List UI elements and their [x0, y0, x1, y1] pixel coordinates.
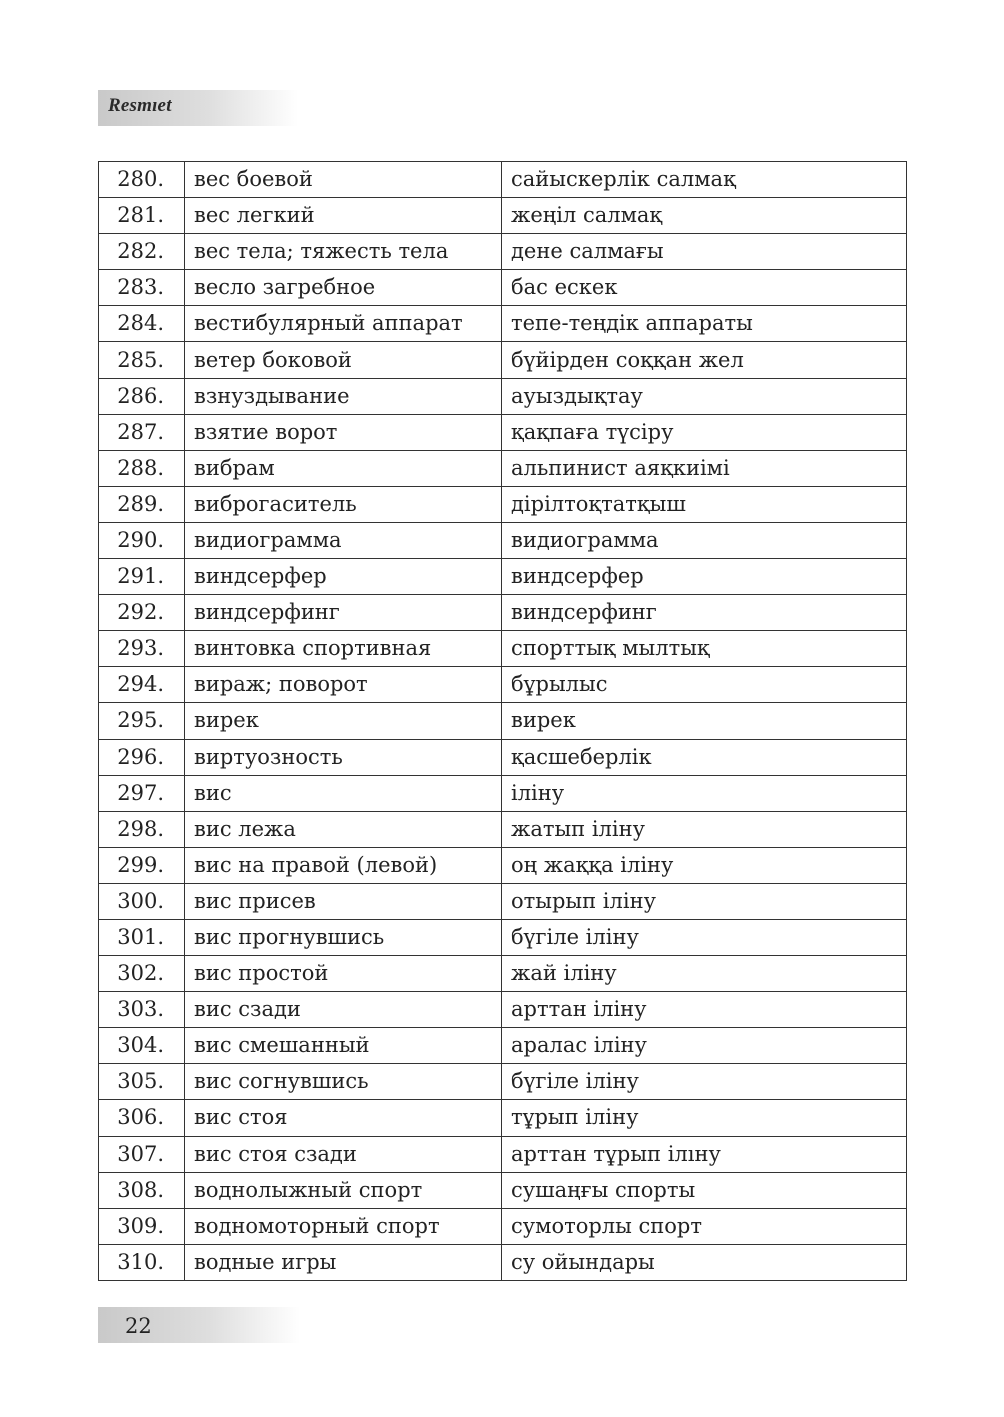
russian-term: вес тела; тяжесть тела — [185, 234, 502, 270]
russian-term: вираж; поворот — [185, 667, 502, 703]
table-row — [99, 919, 907, 955]
kazakh-term: видиограмма — [502, 522, 907, 558]
russian-term: видиограмма — [185, 522, 502, 558]
kazakh-term: жатып іліну — [502, 811, 907, 847]
table-row — [99, 1064, 907, 1100]
kazakh-term: оң жаққа іліну — [502, 847, 907, 883]
russian-term: вис простой — [185, 956, 502, 992]
entry-number: 288. — [99, 450, 185, 486]
kazakh-term: дірілтоқтатқыш — [502, 486, 907, 522]
table-row — [99, 306, 907, 342]
russian-term: вес боевой — [185, 162, 502, 198]
running-header — [98, 90, 298, 126]
russian-term: водные игры — [185, 1244, 502, 1280]
entry-number: 310. — [99, 1244, 185, 1280]
table-row — [99, 956, 907, 992]
entry-number: 284. — [99, 306, 185, 342]
entry-number: 295. — [99, 703, 185, 739]
table-row — [99, 883, 907, 919]
kazakh-term: жеңіл салмақ — [502, 198, 907, 234]
russian-term: вис на правой (левой) — [185, 847, 502, 883]
entry-number: 285. — [99, 342, 185, 378]
russian-term: вис сзади — [185, 992, 502, 1028]
entry-number: 287. — [99, 414, 185, 450]
kazakh-term: вирек — [502, 703, 907, 739]
kazakh-term: аралас іліну — [502, 1028, 907, 1064]
entry-number: 299. — [99, 847, 185, 883]
table-row — [99, 342, 907, 378]
entry-number: 304. — [99, 1028, 185, 1064]
kazakh-term: тұрып іліну — [502, 1100, 907, 1136]
kazakh-term: арттан тұрып ілıну — [502, 1136, 907, 1172]
table-row — [99, 1100, 907, 1136]
kazakh-term: бүйірден соққан жел — [502, 342, 907, 378]
entry-number: 301. — [99, 919, 185, 955]
kazakh-term: сушаңғы спорты — [502, 1172, 907, 1208]
entry-number: 303. — [99, 992, 185, 1028]
russian-term: виндсерфинг — [185, 595, 502, 631]
kazakh-term: виндсерфинг — [502, 595, 907, 631]
russian-term: водномоторный спорт — [185, 1208, 502, 1244]
russian-term: вибрам — [185, 450, 502, 486]
russian-term: вес легкий — [185, 198, 502, 234]
entry-number: 306. — [99, 1100, 185, 1136]
table-row — [99, 1208, 907, 1244]
russian-term: вис — [185, 775, 502, 811]
kazakh-term: бас ескек — [502, 270, 907, 306]
table-row — [99, 739, 907, 775]
russian-term: виндсерфер — [185, 559, 502, 595]
entry-number: 298. — [99, 811, 185, 847]
table-row — [99, 1028, 907, 1064]
russian-term: винтовка спортивная — [185, 631, 502, 667]
russian-term: вис прогнувшись — [185, 919, 502, 955]
kazakh-term: сумоторлы спорт — [502, 1208, 907, 1244]
entry-number: 281. — [99, 198, 185, 234]
table-row — [99, 270, 907, 306]
entry-number: 292. — [99, 595, 185, 631]
table-row — [99, 667, 907, 703]
table-row — [99, 198, 907, 234]
russian-term: вис стоя сзади — [185, 1136, 502, 1172]
russian-term: виртуозность — [185, 739, 502, 775]
table-row — [99, 522, 907, 558]
table-row — [99, 992, 907, 1028]
table-row — [99, 486, 907, 522]
entry-number: 300. — [99, 883, 185, 919]
entry-number: 289. — [99, 486, 185, 522]
kazakh-term: спорттық мылтық — [502, 631, 907, 667]
russian-term: вис присев — [185, 883, 502, 919]
entry-number: 290. — [99, 522, 185, 558]
kazakh-term: қақпаға түсіру — [502, 414, 907, 450]
entry-number: 282. — [99, 234, 185, 270]
entry-number: 286. — [99, 378, 185, 414]
entry-number: 302. — [99, 956, 185, 992]
kazakh-term: дене салмағы — [502, 234, 907, 270]
entry-number: 280. — [99, 162, 185, 198]
entry-number: 307. — [99, 1136, 185, 1172]
table-row — [99, 378, 907, 414]
russian-term: вис лежа — [185, 811, 502, 847]
entry-number: 291. — [99, 559, 185, 595]
table-row — [99, 811, 907, 847]
russian-term: виброгаситель — [185, 486, 502, 522]
russian-term: вис смешанный — [185, 1028, 502, 1064]
kazakh-term: тепе-теңдік аппараты — [502, 306, 907, 342]
page-footer — [98, 1307, 300, 1343]
table-row — [99, 414, 907, 450]
entry-number: 294. — [99, 667, 185, 703]
entry-number: 308. — [99, 1172, 185, 1208]
kazakh-term: бүгіле іліну — [502, 919, 907, 955]
entry-number: 309. — [99, 1208, 185, 1244]
table-row — [99, 450, 907, 486]
kazakh-term: ауыздықтау — [502, 378, 907, 414]
russian-term: ветер боковой — [185, 342, 502, 378]
russian-term: вирек — [185, 703, 502, 739]
header-title: Resmıet — [108, 95, 172, 116]
russian-term: вестибулярный аппарат — [185, 306, 502, 342]
entry-number: 293. — [99, 631, 185, 667]
russian-term: взятие ворот — [185, 414, 502, 450]
kazakh-term: бүгіле іліну — [502, 1064, 907, 1100]
table-row — [99, 631, 907, 667]
table-row — [99, 559, 907, 595]
table-row — [99, 234, 907, 270]
kazakh-term: альпинист аяқкиімі — [502, 450, 907, 486]
table-row — [99, 847, 907, 883]
table-row — [99, 775, 907, 811]
table-row — [99, 703, 907, 739]
kazakh-term: отырып іліну — [502, 883, 907, 919]
page-number: 22 — [125, 1314, 152, 1338]
russian-term: вис стоя — [185, 1100, 502, 1136]
table-row — [99, 1172, 907, 1208]
russian-term: взнуздывание — [185, 378, 502, 414]
kazakh-term: виндсерфер — [502, 559, 907, 595]
table-row — [99, 1244, 907, 1280]
kazakh-term: су ойындары — [502, 1244, 907, 1280]
entry-number: 305. — [99, 1064, 185, 1100]
kazakh-term: бұрылыс — [502, 667, 907, 703]
table-row — [99, 595, 907, 631]
kazakh-term: арттан іліну — [502, 992, 907, 1028]
kazakh-term: іліну — [502, 775, 907, 811]
entry-number: 296. — [99, 739, 185, 775]
kazakh-term: жай іліну — [502, 956, 907, 992]
table-row — [99, 1136, 907, 1172]
russian-term: весло загребное — [185, 270, 502, 306]
entry-number: 283. — [99, 270, 185, 306]
kazakh-term: қасшеберлік — [502, 739, 907, 775]
russian-term: вис согнувшись — [185, 1064, 502, 1100]
russian-term: воднолыжный спорт — [185, 1172, 502, 1208]
kazakh-term: сайыскерлік салмақ — [502, 162, 907, 198]
glossary-table — [98, 161, 907, 1281]
glossary-body — [99, 162, 907, 1281]
entry-number: 297. — [99, 775, 185, 811]
table-row — [99, 162, 907, 198]
